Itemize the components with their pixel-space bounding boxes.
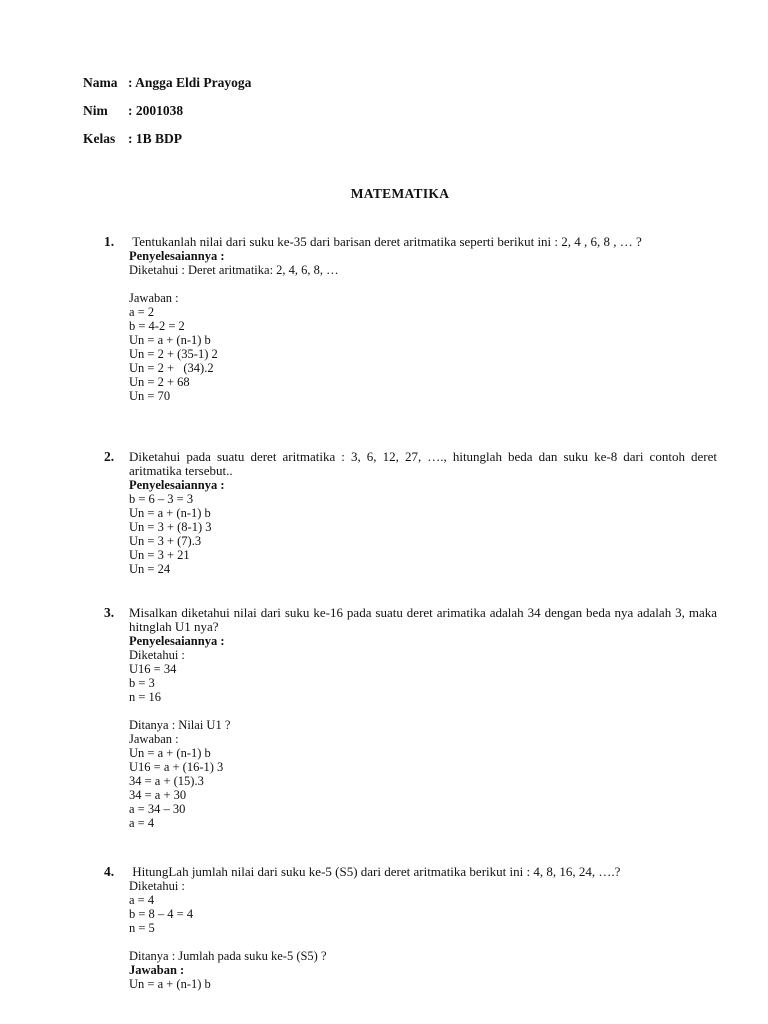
class-row (83, 131, 182, 147)
name-value: : Angga Eldi Prayoga (128, 75, 252, 90)
blank-line (129, 935, 717, 949)
solution-line: n = 5 (129, 921, 155, 935)
solution-line: Diketahui : (129, 648, 185, 662)
solution-block (129, 478, 717, 576)
solution-line: Ditanya : Nilai U1 ? (129, 718, 231, 732)
question-number: 3. (104, 605, 115, 620)
name-row (83, 75, 251, 91)
solution-line: Jawaban : (129, 732, 179, 746)
question-text: HitungLah jumlah nilai dari suku ke-5 (S5) dari deret aritmatika berikut ini : 4, 8, 16, 24, ….? (129, 864, 621, 879)
solution-line: 34 = a + (15).3 (129, 774, 204, 788)
solution-line: a = 4 (129, 816, 155, 830)
blank-line (129, 277, 717, 291)
solution-line: Un = 3 + 21 (129, 548, 190, 562)
solution-line: Un = 24 (129, 562, 171, 576)
blank-line (129, 704, 717, 718)
question-number: 2. (104, 449, 115, 464)
question-number: 4. (104, 864, 115, 879)
class-value: : 1B BDP (128, 131, 182, 146)
solution-line: Ditanya : Jumlah pada suku ke-5 (S5) ? (129, 949, 327, 963)
solution-line: 34 = a + 30 (129, 788, 187, 802)
question-number: 1. (104, 234, 115, 249)
solution-block (129, 249, 717, 403)
solution-line: Un = 70 (129, 389, 171, 403)
solution-line: Penyelesaiannya : (129, 249, 225, 263)
solution-line: Penyelesaiannya : (129, 634, 225, 648)
question-text: Tentukanlah nilai dari suku ke-35 dari barisan deret aritmatika seperti berikut ini : 2, 4 , 6, 8 , … ? (129, 234, 642, 249)
question-3 (104, 606, 717, 830)
solution-line: Un = a + (n-1) b (129, 333, 211, 347)
solution-line: Un = 3 + (8-1) 3 (129, 520, 212, 534)
solution-line: a = 4 (129, 893, 155, 907)
solution-line: Un = 2 + 68 (129, 375, 190, 389)
solution-line: Un = a + (n-1) b (129, 977, 211, 991)
question-2 (104, 450, 717, 576)
solution-line: Un = 2 + (35-1) 2 (129, 347, 218, 361)
solution-line: Diketahui : Deret aritmatika: 2, 4, 6, 8, … (129, 263, 339, 277)
solution-line: Jawaban : (129, 291, 179, 305)
nim-label: Nim (83, 103, 108, 118)
solution-line: b = 6 – 3 = 3 (129, 492, 194, 506)
question-text: Misalkan diketahui nilai dari suku ke-16 pada suatu deret arimatika adalah 34 dengan beda nya adalah 3, maka hitnglah U1 nya? (129, 605, 717, 634)
solution-line: a = 2 (129, 305, 155, 319)
solution-line: Diketahui : (129, 879, 185, 893)
solution-line: Un = 3 + (7).3 (129, 534, 202, 548)
solution-line: Penyelesaiannya : (129, 478, 225, 492)
solution-line: a = 34 – 30 (129, 802, 186, 816)
question-4 (104, 865, 717, 991)
solution-line: U16 = 34 (129, 662, 177, 676)
solution-line: b = 3 (129, 676, 155, 690)
solution-block (129, 634, 717, 830)
solution-block (129, 879, 717, 991)
nim-value: : 2001038 (128, 103, 184, 118)
page-title: MATEMATIKA (350, 186, 450, 201)
solution-line: U16 = a + (16-1) 3 (129, 760, 224, 774)
name-label: Nama (83, 75, 118, 90)
solution-line: b = 4-2 = 2 (129, 319, 185, 333)
solution-line: Jawaban : (129, 963, 185, 977)
solution-line: Un = a + (n-1) b (129, 506, 211, 520)
solution-line: Un = a + (n-1) b (129, 746, 211, 760)
solution-line: Un = 2 + (34).2 (129, 361, 214, 375)
solution-line: b = 8 – 4 = 4 (129, 907, 194, 921)
solution-line: n = 16 (129, 690, 162, 704)
class-label: Kelas (83, 131, 116, 146)
nim-row (83, 103, 183, 119)
question-1 (104, 235, 717, 403)
question-text: Diketahui pada suatu deret aritmatika : 3, 6, 12, 27, …., hitunglah beda dan suku ke-8 dari contoh deret aritmatika tersebut.. (129, 449, 717, 478)
